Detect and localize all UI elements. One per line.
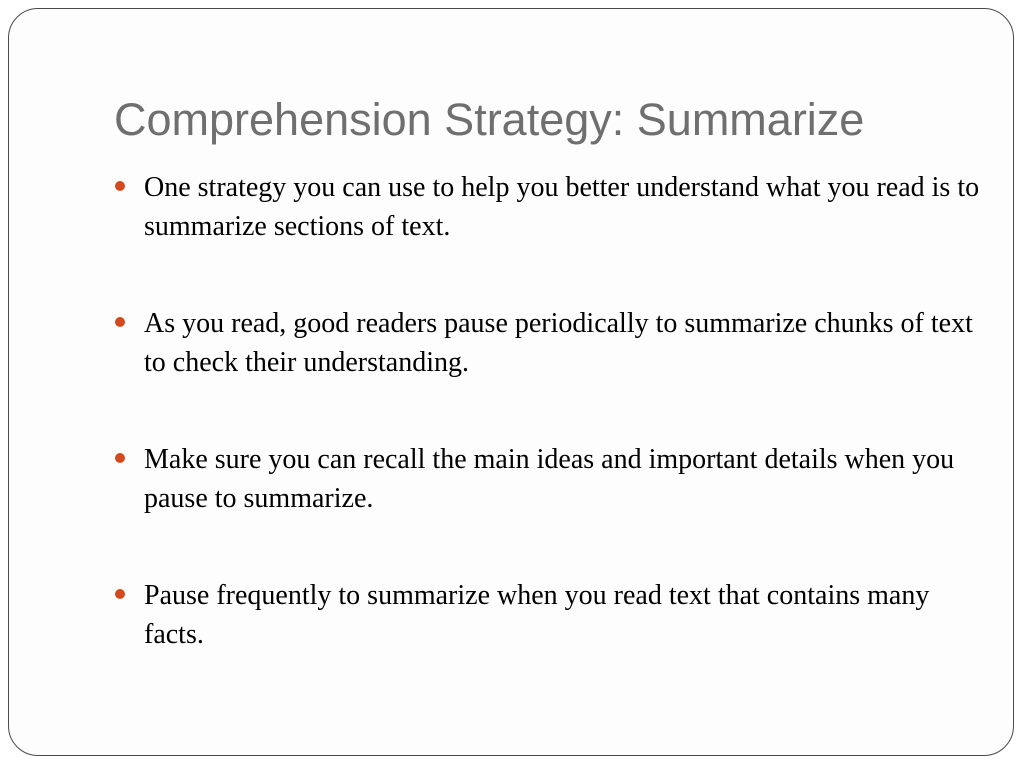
- bullet-text: As you read, good readers pause periodically to summarize chunks of text to check their understanding.: [144, 308, 973, 378]
- bullet-dot-icon: [115, 453, 125, 463]
- bullet-text: Make sure you can recall the main ideas and important details when you pause to summarize.: [144, 444, 955, 514]
- bullet-item: [115, 304, 985, 382]
- bullet-text: One strategy you can use to help you better understand what you read is to summarize sections of text.: [144, 172, 980, 242]
- slide-title: Comprehension Strategy: Summarize: [114, 94, 865, 145]
- bullet-text: Pause frequently to summarize when you read text that contains many facts.: [144, 580, 930, 650]
- bullet-dot-icon: [115, 317, 125, 327]
- bullet-list: [115, 168, 985, 712]
- bullet-item: [115, 440, 985, 518]
- bullet-item: [115, 576, 985, 654]
- bullet-dot-icon: [115, 181, 125, 191]
- bullet-dot-icon: [115, 589, 125, 599]
- bullet-item: [115, 168, 985, 246]
